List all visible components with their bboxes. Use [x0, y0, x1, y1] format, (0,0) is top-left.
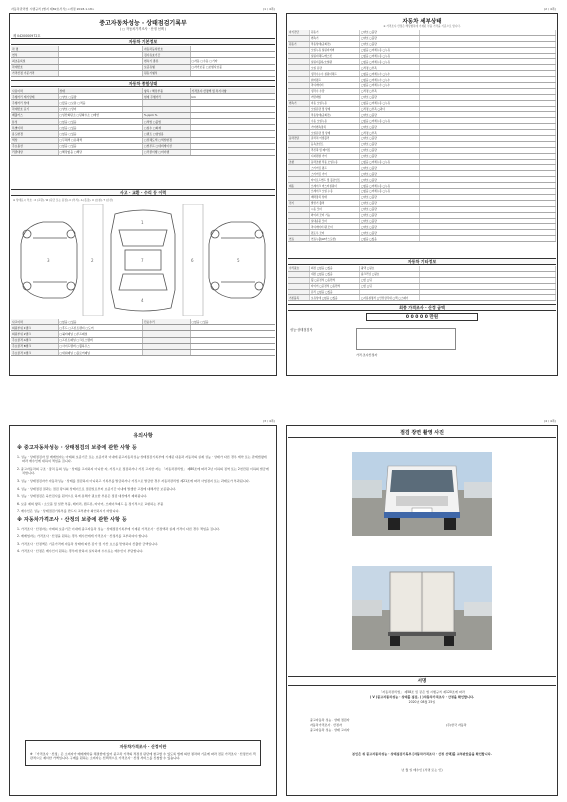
table-cell: 스티어링 기어 — [310, 171, 360, 176]
table-cell: 작동상태(공회전) — [310, 42, 360, 47]
svg-text:1: 1 — [141, 220, 144, 225]
table-cell: ▢없음 ▢미세누유 ▢누유 — [360, 160, 420, 165]
svg-text:5: 5 — [237, 258, 240, 263]
table-cell: 디퍼렌셜 기어 — [310, 154, 360, 159]
table-cell — [288, 195, 310, 200]
table-cell: 수동 오일누유 — [310, 118, 360, 123]
table-cell: ▢양호 ▢불량 — [360, 142, 420, 147]
table-cell — [420, 112, 556, 117]
table-cell — [420, 278, 556, 283]
notice-item: 3. 성능 · 상태점검자가 자동차성능 · 상태를 점검하지 아니하고 기록부를 발급하거나 거짓으로 발급한 경우 자동차관리법 제21조에 따라 사업정지 또는 과태료가 부과됩니다. — [17, 478, 250, 483]
accident-history-heading: 사고 · 교환 · 수리 등 이력 — [11, 189, 275, 196]
table-cell: 시동 모터 — [310, 207, 360, 212]
table-cell — [420, 165, 556, 170]
table-cell — [288, 59, 310, 64]
table-row: 특별이력 ▢없음 ▢있음 ▢침수 ▢화재 — [11, 125, 275, 131]
table-cell: ▢적정 ▢부족 — [360, 89, 420, 94]
table-cell — [288, 278, 310, 283]
table-cell: 변속기 — [310, 36, 360, 41]
table-cell — [420, 201, 556, 206]
table-cell — [420, 207, 556, 212]
table-cell: 등속조인트 — [310, 142, 360, 147]
table-cell — [420, 95, 556, 100]
table-cell — [288, 154, 310, 159]
table-cell: 타이로드엔드 및 볼조인트 — [310, 177, 360, 182]
page-2-detailed-status — [286, 6, 558, 376]
table-cell: ▢양호 ▢불량 — [360, 36, 420, 41]
table-cell: 오일누유 실린더커버 — [310, 48, 360, 53]
form-reference: 자동차관리법 시행규칙 [별지 제82호서식] <개정 2018.1.18> — [11, 7, 95, 11]
svg-text:3: 3 — [47, 258, 50, 263]
table-cell — [420, 272, 556, 277]
table-cell — [288, 148, 310, 153]
notice-item: 4. 성능 · 상태점검 결과는 점검 당시의 상태이므로 점검일로부터 보증기간 이내에 발생한 고장에 대해서만 보증됩니다. — [17, 486, 177, 491]
table-cell: 오일유량 및 상태 — [310, 130, 360, 135]
appraisal-info-box — [25, 740, 261, 766]
signature-statement — [294, 690, 550, 705]
table-cell — [420, 71, 556, 76]
table-cell: ▢적정 ▢부족 — [360, 130, 420, 135]
general-status-heading: 자동차 종합상태 — [11, 80, 275, 87]
table-cell: 오일 유량 — [310, 65, 360, 70]
signer-appraiser: 자동차가격조사 · 산정자 — [310, 723, 342, 727]
table-cell: ▢없음 ▢미세누유 ▢누유 — [360, 59, 420, 64]
table-cell — [288, 112, 310, 117]
inspector-label: 성능·상태점검자 — [290, 328, 313, 332]
table-cell: ▢양호 ▢불량 — [360, 201, 420, 206]
table-header-row: 사용이력 상태 항목 / 해당부품 가격조사·산정액 및 특기사항 — [11, 88, 275, 94]
table-cell: ▢양호 ▢불량 — [360, 224, 420, 229]
table-cell: ▢적정 ▢부족 ▢과다 — [360, 107, 420, 112]
photos-title: 점검 장면 촬영 사진 — [400, 430, 444, 436]
detail-legend: ※ 가격조사·산정은 해당항목에 기재된 부품 가격을 기준으로 합니다. — [383, 25, 461, 28]
table-row: 주요골격 C랭크 ▢대쉬패널 ▢플로어패널 — [11, 350, 275, 356]
table-row: 외판부위 1랭크 ▢후드 ▢프론트펜더 ▢도어 — [11, 325, 275, 331]
svg-text:2: 2 — [91, 258, 94, 263]
table-cell — [288, 95, 310, 100]
table-cell: 보유상태 ▢없음 ▢있음 — [310, 295, 360, 300]
table-row — [288, 236, 556, 242]
table-row: 주요골격 B랭크 ▢사이드멤버 ▢휠하우스 — [11, 344, 275, 350]
signature-date: 2020년 08월 25일 — [408, 700, 436, 704]
table-cell: 자기진단 — [288, 30, 310, 35]
table-cell: 추진축 및 베어링 — [310, 148, 360, 153]
table-cell: ▢없음 ▢미세누유 ▢누유 — [360, 189, 420, 194]
table-cell — [420, 148, 556, 153]
table-cell: ▢양호 ▢불량 — [360, 230, 420, 235]
signature-confirm-text: ( V )중고자동차성능 · 상태를 점검, ( )자동차가격조사 · 산정을 확인합니다. — [369, 695, 475, 699]
table-cell: 조향 — [288, 160, 310, 165]
table-cell — [420, 89, 556, 94]
table-cell: 광택 ▢필요 — [360, 266, 420, 271]
table-cell: ▢없음 ▢미세누수 ▢누수 — [360, 71, 420, 76]
table-cell — [420, 219, 556, 224]
table-cell: ▢없음 ▢미세누유 ▢누유 — [360, 48, 420, 53]
table-row: 용도변경 ▢없음 ▢있음 ▢렌트 ▢영업용 — [11, 131, 275, 137]
warranty-notes — [17, 442, 269, 557]
car-outline-diagram — [13, 204, 273, 316]
notice-item: 3. 가격조사 · 산정액은 기준가격에 자동차 상태에 따른 감가 및 가산 요소를 반영하여 산출한 금액입니다. — [17, 541, 159, 546]
table-row: 최초등록일 변속기 종류 ▢자동 ▢수동 ▢기타 — [11, 58, 275, 64]
page-number: (2 / 4쪽) — [544, 7, 556, 11]
signature-heading: 서명 — [417, 679, 427, 684]
table-cell: 자동 오일누유 — [310, 101, 360, 106]
other-info-table — [288, 266, 556, 301]
table-cell: 동력전달 — [288, 136, 310, 141]
table-cell — [420, 160, 556, 165]
page-header — [286, 418, 558, 424]
table-cell — [288, 118, 310, 123]
table-cell: ▢양호 ▢불량 — [360, 171, 420, 176]
notice-item: 1. 성능 · 상태점검자 및 매매업자는 아래의 보증기간 또는 보증거리 이내에 중고자동차성능·상태점검기록부에 기재된 내용과 자동차의 실제 성능 · 상태가 다른 경우 계약 또는 관계법령에 따라 매수인에 대하여 책임을 집니다. — [17, 454, 267, 464]
table-cell — [288, 107, 310, 112]
table-cell: 휠 ▢운전석 ▢동반석 — [310, 278, 360, 283]
table-cell: ▢양호 ▢불량 — [360, 195, 420, 200]
table-cell — [420, 213, 556, 218]
table-cell — [420, 65, 556, 70]
table-cell — [420, 130, 556, 135]
table-cell: ▢양호 ▢불량 — [360, 148, 420, 153]
table-cell: 룸크리닝 ▢필요 — [360, 272, 420, 277]
table-cell: 브레이크 오일 누유 — [310, 189, 360, 194]
table-cell — [420, 295, 556, 300]
table-cell — [420, 189, 556, 194]
appraisal-box-text: ※ 「가격조사 · 산정」은 소비자가 매매계약을 체결함에 있어 중고차 가격의 적정성 판단에 참고할 수 있도록 법에 의한 절차와 기준에 따라 전문 가격조사 · 산정인이 객관적으로 제시한 가액입니다. 구매를 원하는 소비자는 선택적으로 가격조사 · 산정 서비스를 신청할 수 있습니다. — [30, 751, 256, 761]
page-4-photos-signature — [286, 418, 558, 796]
page-subtitle: ( ▢ 자동차가격조사 · 산정 선택 ) — [119, 27, 167, 31]
table-cell — [420, 290, 556, 295]
table-cell — [420, 142, 556, 147]
table-cell — [288, 165, 310, 170]
notice-item: 7. 매수인은 성능 · 상태점검기록부를 반드시 교부받아 확인하시기 바랍니다. — [17, 509, 120, 514]
table-cell: 실린더헤드/개스킷 — [310, 54, 360, 59]
notice-item: 2. 매매업자는 가격조사 · 산정을 원하는 경우 매수인에게 가격조사 · 산정서를 교부하여야 합니다. — [17, 534, 149, 539]
table-cell: ▢사용설명서 ▢안전삼각대 ▢잭 ▢스패너 — [360, 295, 420, 300]
table-cell — [288, 130, 310, 135]
table-cell: ▢양호 ▢불량 — [360, 95, 420, 100]
buyer-signature-line[interactable]: 년 월 일 매수인 (서명 또는 인) — [401, 768, 443, 772]
accident-parts-table — [11, 319, 275, 356]
table-cell — [288, 142, 310, 147]
table-cell — [420, 284, 556, 289]
table-cell — [288, 230, 310, 235]
table-cell: 라디에이터 — [310, 83, 360, 88]
table-cell: 워터펌프 — [310, 77, 360, 82]
table-row: 차대번호 표기 ▢양호 ▢상이 — [11, 107, 275, 113]
table-cell — [420, 118, 556, 123]
table-cell: 기어변속장치 — [310, 124, 360, 129]
page-1-inspection-record — [9, 6, 277, 376]
table-cell: ▢양호 ▢불량 — [360, 207, 420, 212]
page-number: (3 / 4쪽) — [263, 419, 275, 423]
table-cell — [360, 290, 420, 295]
table-cell: ▢없음 ▢미세누수 ▢누수 — [360, 77, 420, 82]
page-number: (4 / 4쪽) — [544, 419, 556, 423]
table-row: 사고이력 ▢없음 ▢있음 단순수리 ▢없음 ▢있음 — [11, 319, 275, 325]
table-cell: 클러치 어셈블리 — [310, 136, 360, 141]
table-cell: ▢없음 ▢미세누유 ▢누유 — [360, 54, 420, 59]
table-cell: ▢없음 ▢미세누유 ▢누유 — [360, 118, 420, 123]
page-header — [9, 418, 277, 424]
table-cell — [288, 89, 310, 94]
table-cell: 발전기 출력 — [310, 201, 360, 206]
table-cell — [420, 48, 556, 53]
page-title: 중고자동차성능 · 상태점검기록부 — [99, 20, 187, 27]
table-cell: 연료누출(LP가스포함) — [310, 236, 360, 241]
table-row: 리콜대상 ▢해당없음 ▢해당 ▢리콜이행 ▢미이행 — [11, 150, 275, 156]
table-cell — [420, 266, 556, 271]
table-cell — [420, 195, 556, 200]
table-cell — [420, 54, 556, 59]
price-warranty-heading: ※ 자동차가격조사 · 산정의 보증에 관한 사항 등 — [17, 516, 127, 523]
table-cell: ▢없음 ▢있음 — [360, 236, 420, 241]
table-cell — [288, 36, 310, 41]
table-cell — [288, 77, 310, 82]
table-cell — [288, 171, 310, 176]
status-legend: ※ 상태표시 부호 : X (교환), W (판금 또는 용접), C (부식), A (흠집), U (요철), T (손상) — [13, 199, 113, 202]
table-cell — [288, 272, 310, 277]
signer-notifier: 중고자동차 성능 · 상태 고지자 — [310, 728, 350, 732]
truck-rear-photo — [352, 566, 492, 650]
table-cell: 윈도우 모터 — [310, 230, 360, 235]
table-cell: ▢양호 ▢불량 — [360, 177, 420, 182]
table-row: 주행거리 상태 ▢많음 ▢보통 ▢적음 — [11, 100, 275, 106]
receipt-statement: 본인은 위 중고자동차성능 · 상태점검기록부 [자동차가격조사 · 산정 선택]를 교부받았음을 확인합니다. — [352, 752, 492, 756]
basic-info-table — [11, 46, 275, 77]
table-cell: ▢앞 ▢뒤 — [360, 284, 420, 289]
page-3-notices — [9, 418, 277, 796]
table-row: 차 명 자동차등록번호 — [11, 46, 275, 52]
table-cell: ▢없음 ▢미세누유 ▢누유 — [360, 101, 420, 106]
table-cell: 제동 — [288, 183, 310, 188]
table-cell: 원동기 — [288, 42, 310, 47]
final-price-heading: 최종 가격조사 · 산정 금액 — [288, 304, 556, 311]
notice-item: 2. 중고자동차의 구조 · 장치 등의 성능 · 상태를 고지하지 아니한 자, 거짓으로 점검하거나 거짓 고지한 자는 「자동차관리법」 제80조에 따라 2년 이하의 징역 또는 2천만원 이하의 벌금에 처합니다. — [17, 466, 269, 476]
table-cell — [288, 83, 310, 88]
table-cell: 라디에이터 팬 모터 — [310, 224, 360, 229]
signature-law-text: 「자동차관리법」 제58조 및 같은 법 시행규칙 제120조에 따라 — [379, 690, 465, 694]
table-cell: 전기 — [288, 201, 310, 206]
table-cell — [420, 107, 556, 112]
table-cell — [420, 136, 556, 141]
table-cell: ▢양호 ▢불량 — [360, 154, 420, 159]
table-cell: ▢없음 ▢미세누유 ▢누유 — [360, 183, 420, 188]
notice-item: 4. 가격조사 · 산정은 매수인이 원하는 경우에 한하여 실시하며 수수료는 매수인이 부담합니다. — [17, 549, 144, 554]
table-row: 배출가스 ▢일산화탄소 ▢탄화수소 ▢매연 % ppm % — [11, 113, 275, 119]
company-name: (주)한국 자동차 — [446, 723, 467, 727]
table-cell — [288, 207, 310, 212]
basic-info-heading: 자동차 기본정보 — [11, 38, 275, 45]
table-cell: 내장 ▢없음 ▢있음 — [310, 272, 360, 277]
notices-title: 유의사항 — [133, 433, 153, 439]
table-cell — [288, 290, 310, 295]
truck-front-photo — [352, 452, 492, 536]
table-row: 주요골격 A랭크 ▢프론트패널 ▢크로스멤버 — [11, 338, 275, 344]
table-row: 연식 검사유효기간 — [11, 52, 275, 58]
table-cell — [420, 154, 556, 159]
notice-item: 5. 성능 · 상태점검은 육안검사를 원칙으로 하며 분해가 필요한 부분은 점검 대상에서 제외됩니다. — [17, 494, 148, 499]
table-cell: ▢양호 ▢불량 — [360, 213, 420, 218]
svg-text:4: 4 — [141, 298, 144, 303]
notice-item: 1. 가격조사 · 산정자는 아래의 보증기간 이내에 중고자동차 성능 · 상태점검기록부에 기재된 가격조사 · 산정액과 실제 가격이 다른 경우 책임을 집니다. — [17, 526, 220, 531]
table-cell — [288, 219, 310, 224]
signer-inspector: 중고자동차 성능 · 상태 점검자 — [310, 718, 350, 722]
table-cell — [288, 124, 310, 129]
table-cell — [288, 71, 310, 76]
table-row: 튜닝 ▢없음 ▢있음 ▢적법 ▢불법 — [11, 119, 275, 125]
document-number: 제 0420000972호 — [13, 34, 41, 38]
table-cell: 실내송풍 모터 — [310, 219, 360, 224]
other-info-heading: 자동차 기타정보 — [288, 258, 556, 265]
table-cell: ▢양호 ▢불량 — [360, 42, 420, 47]
table-cell: 원동기 — [310, 30, 360, 35]
table-cell — [288, 284, 310, 289]
table-row: 색상 ▢무채색 ▢유채색 ▢전체도색 ▢색상변경 — [11, 138, 275, 144]
detail-status-table — [288, 30, 556, 242]
appraisal-box-title: 자동차가격조사 · 산정이란 — [119, 744, 167, 749]
table-cell: 냉각수누수 실린더헤드 — [310, 71, 360, 76]
table-cell — [420, 36, 556, 41]
general-status-table — [11, 88, 275, 156]
table-cell — [288, 65, 310, 70]
detail-title: 자동차 세부상태 — [402, 19, 442, 25]
table-cell: 작동상태(공회전) — [310, 112, 360, 117]
table-cell — [420, 59, 556, 64]
table-cell: 브레이크 마스터실린더 — [310, 183, 360, 188]
table-cell — [420, 171, 556, 176]
page-number: (1 / 4쪽) — [263, 7, 275, 11]
table-cell: 기본품목 — [288, 295, 310, 300]
table-row — [288, 295, 556, 301]
table-row: 차대번호 보증유형 ▢자가보증 ▢보험사보증 — [11, 65, 275, 71]
table-cell — [288, 189, 310, 194]
table-cell: ▢양호 ▢불량 — [360, 112, 420, 117]
table-cell — [420, 236, 556, 241]
table-cell — [420, 230, 556, 235]
table-cell: ▢양호 ▢불량 — [360, 165, 420, 170]
table-cell — [420, 30, 556, 35]
table-cell — [420, 83, 556, 88]
table-row: 주요옵션 ▢없음 ▢있음 ▢썬루프 ▢네비게이션 — [11, 144, 275, 150]
vehicle-damage-diagram — [13, 204, 273, 316]
table-cell: 배력장치 상태 — [310, 195, 360, 200]
table-cell — [420, 224, 556, 229]
table-cell: 동력조향 작동 오일누유 — [310, 160, 360, 165]
table-cell: ▢없음 ▢미세누수 ▢누수 — [360, 83, 420, 88]
table-cell: ▢양호 ▢불량 — [360, 30, 420, 35]
svg-text:6: 6 — [191, 258, 194, 263]
table-cell: 타이어 ▢운전석 ▢동반석 — [310, 284, 360, 289]
table-cell: 외장 ▢없음 ▢있음 — [310, 266, 360, 271]
table-cell — [420, 77, 556, 82]
table-cell — [288, 213, 310, 218]
table-cell — [420, 42, 556, 47]
table-cell — [420, 124, 556, 129]
table-cell: 냉각수 수량 — [310, 89, 360, 94]
table-cell — [420, 101, 556, 106]
table-row: 외판부위 2랭크 ▢쿼터패널 ▢루프패널 — [11, 331, 275, 337]
table-cell: ▢양호 ▢불량 — [360, 136, 420, 141]
table-row: 가격산정 기준가격 원동기형식 — [11, 71, 275, 77]
table-cell: 실린더블록/오일팬 — [310, 59, 360, 64]
table-cell: 연료 — [288, 236, 310, 241]
table-cell — [288, 224, 310, 229]
table-cell: 와이퍼 모터 기능 — [310, 213, 360, 218]
inspector-signature-box[interactable] — [356, 328, 456, 350]
table-cell: 수리필요 — [288, 266, 310, 271]
table-cell — [288, 48, 310, 53]
table-cell: 스티어링 펌프 — [310, 165, 360, 170]
table-cell — [420, 177, 556, 182]
table-cell: 오일유량 및 상태 — [310, 107, 360, 112]
svg-text:7: 7 — [141, 258, 144, 263]
table-cell: 유리 ▢없음 ▢있음 — [310, 290, 360, 295]
table-cell: 변속기 — [288, 101, 310, 106]
page-header — [286, 6, 558, 12]
final-amount-field: 0 0 0 0 0 만원 — [366, 313, 478, 321]
table-cell — [288, 54, 310, 59]
table-cell: ▢앞 ▢뒤 — [360, 278, 420, 283]
notice-item: 6. 보증 제외 항목 : 소모품 및 일반 부품, 배터리, 램프류, 타이어, 브레이크패드 등 정기적으로 교환하는 부품 — [17, 501, 164, 506]
table-cell: ▢적정 ▢부족 — [360, 65, 420, 70]
table-cell — [420, 183, 556, 188]
table-cell: 커먼레일 — [310, 95, 360, 100]
table-cell — [288, 177, 310, 182]
warranty-heading: ※ 중고자동차성능 · 상태점검의 보증에 관한 사항 등 — [17, 445, 137, 451]
page-header — [9, 6, 277, 12]
signer-list — [310, 718, 350, 733]
table-cell: ▢양호 ▢불량 — [360, 219, 420, 224]
table-cell: ▢양호 ▢불량 — [360, 124, 420, 129]
table-row: 주행거리 계기상태 ▢양호 ▢불량 현재 주행거리 km — [11, 94, 275, 100]
appraiser-label: 가격·조사산정자 — [356, 353, 378, 357]
